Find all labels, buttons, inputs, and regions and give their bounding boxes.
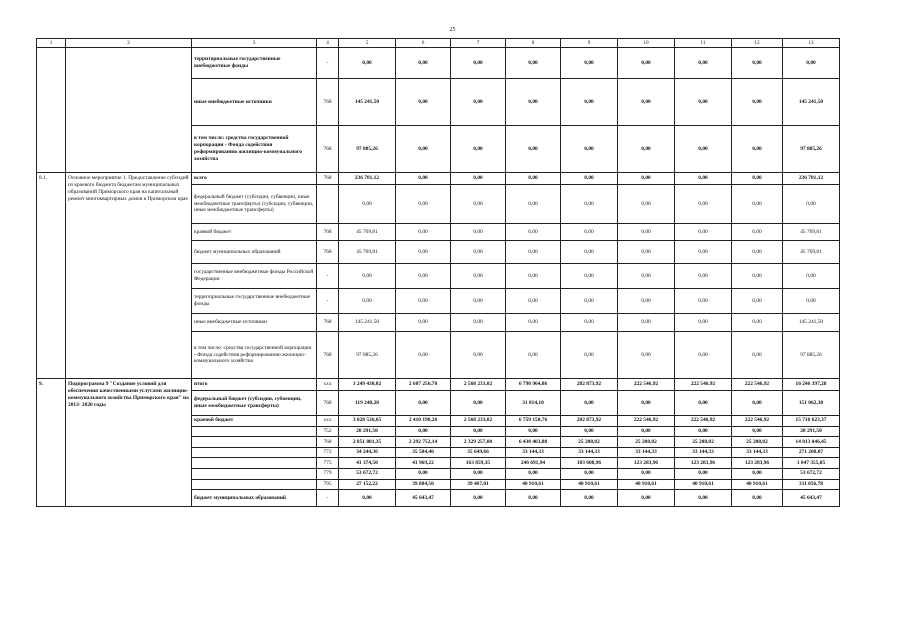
row-label	[192, 468, 317, 479]
value-cell: 97 885,26	[339, 332, 396, 379]
value-cell: 2 851 801,35	[339, 437, 396, 448]
value-cell: 97 885,26	[783, 332, 840, 379]
row-code: 795	[317, 479, 339, 490]
value-cell: 40 910,61	[618, 479, 675, 490]
value-cell: 45 769,81	[339, 241, 396, 264]
value-cell: 2 568 233,02	[451, 416, 506, 427]
value-cell: 0,00	[451, 289, 506, 314]
row-code: 768	[317, 241, 339, 264]
value-cell: 0,00	[675, 79, 732, 126]
value-cell: 0,00	[675, 185, 732, 224]
value-cell: 0,00	[506, 468, 561, 479]
value-cell: 0,00	[618, 48, 675, 79]
value-cell: 0,00	[732, 490, 783, 507]
value-cell: 0,00	[732, 173, 783, 185]
value-cell: 2 687 256,70	[396, 379, 451, 391]
row-label: территориальные государственные внебюджетные фонды	[192, 48, 317, 79]
value-cell: 0,00	[396, 224, 451, 241]
value-cell: 41 374,50	[339, 458, 396, 469]
row-code: 772	[317, 447, 339, 458]
value-cell: 33 144,33	[618, 447, 675, 458]
row-code: 768	[317, 332, 339, 379]
column-number: 8	[506, 39, 561, 48]
value-cell: 0,00	[451, 332, 506, 379]
value-cell: 25 208,02	[675, 437, 732, 448]
row-code: -	[317, 490, 339, 507]
value-cell: 97 885,26	[783, 126, 840, 173]
value-cell: 0,00	[675, 468, 732, 479]
value-cell: 0,00	[618, 224, 675, 241]
row-label	[192, 447, 317, 458]
value-cell: 0,00	[675, 426, 732, 437]
row-label: всего	[192, 173, 317, 185]
value-cell: 0,00	[396, 289, 451, 314]
column-number: 3	[192, 39, 317, 48]
row-label	[192, 479, 317, 490]
value-cell: 0,00	[783, 289, 840, 314]
value-cell: 123 283,96	[732, 458, 783, 469]
value-cell: 0,00	[451, 241, 506, 264]
value-cell: 222 546,92	[732, 379, 783, 391]
value-cell: 183 608,96	[561, 458, 618, 469]
table-row	[37, 48, 840, 79]
value-cell: 119 248,28	[339, 391, 396, 416]
value-cell: 0,00	[561, 332, 618, 379]
value-cell: 53 672,72	[339, 468, 396, 479]
value-cell: 123 283,96	[618, 458, 675, 469]
value-cell: 0,00	[675, 391, 732, 416]
value-cell: 45 769,81	[783, 224, 840, 241]
value-cell: 97 885,26	[339, 126, 396, 173]
value-cell: 0,00	[451, 264, 506, 289]
value-cell: 39 884,50	[396, 479, 451, 490]
value-cell: 33 144,33	[561, 447, 618, 458]
value-cell: 0,00	[732, 48, 783, 79]
value-cell: 35 584,40	[396, 447, 451, 458]
row-label: краевой бюджет	[192, 416, 317, 427]
column-number-row	[37, 39, 840, 48]
value-cell: 0,00	[732, 126, 783, 173]
row-code: 775	[317, 458, 339, 469]
value-cell: 0,00	[561, 289, 618, 314]
measure-number: 8.1.	[37, 173, 66, 379]
value-cell: 0,00	[451, 173, 506, 185]
value-cell: 236 781,12	[783, 173, 840, 185]
row-code: -	[317, 289, 339, 314]
value-cell: 0,00	[618, 264, 675, 289]
column-number: 1	[37, 39, 66, 48]
value-cell: 0,00	[561, 490, 618, 507]
column-number: 11	[675, 39, 732, 48]
value-cell: 0,00	[506, 314, 561, 332]
column-number: 7	[451, 39, 506, 48]
row-code: 768	[317, 173, 339, 185]
value-cell: 0,00	[506, 264, 561, 289]
value-cell: 0,00	[618, 173, 675, 185]
value-cell: 236 781,12	[339, 173, 396, 185]
value-cell: 33 144,33	[506, 447, 561, 458]
value-cell: 0,00	[675, 126, 732, 173]
row-code: xxx	[317, 416, 339, 427]
value-cell: 0,00	[451, 490, 506, 507]
row-label: бюджет муниципальных образований	[192, 241, 317, 264]
value-cell: 123 283,96	[675, 458, 732, 469]
value-cell: 2 568 233,02	[451, 379, 506, 391]
row-label: иные внебюджетные источники	[192, 79, 317, 126]
value-cell: 53 672,72	[783, 468, 840, 479]
value-cell: 0,00	[451, 185, 506, 224]
row-code: 752	[317, 426, 339, 437]
value-cell: 0,00	[451, 48, 506, 79]
row-code: 779	[317, 468, 339, 479]
value-cell: 0,00	[396, 391, 451, 416]
value-cell: 0,00	[618, 79, 675, 126]
value-cell: 2 292 752,14	[396, 437, 451, 448]
table-row	[37, 173, 840, 185]
subprogram-number: 9.	[37, 379, 66, 507]
value-cell: 0,00	[618, 289, 675, 314]
value-cell: 0,00	[732, 185, 783, 224]
value-cell: 0,00	[675, 332, 732, 379]
table-row	[37, 379, 840, 391]
value-cell: 0,00	[618, 332, 675, 379]
value-cell: 0,00	[506, 224, 561, 241]
row-label	[192, 458, 317, 469]
value-cell: 2 329 257,00	[451, 437, 506, 448]
row-label: федеральный бюджет (субсидии, субвенции, иные межбюджетные трансферты)	[192, 391, 317, 416]
column-number: 10	[618, 39, 675, 48]
value-cell: 0,00	[506, 241, 561, 264]
value-cell: 0,00	[451, 126, 506, 173]
value-cell: 0,00	[675, 173, 732, 185]
row-code: 768	[317, 126, 339, 173]
continued-number-cell	[37, 48, 66, 173]
value-cell: 0,00	[618, 490, 675, 507]
value-cell: 0,00	[506, 289, 561, 314]
value-cell: 0,00	[506, 48, 561, 79]
value-cell: 0,00	[618, 241, 675, 264]
value-cell: 0,00	[561, 48, 618, 79]
value-cell: 0,00	[339, 490, 396, 507]
value-cell: 145 241,50	[339, 314, 396, 332]
value-cell: 34 244,36	[339, 447, 396, 458]
value-cell: 222 546,92	[618, 379, 675, 391]
value-cell: 0,00	[396, 48, 451, 79]
value-cell: 0,00	[339, 185, 396, 224]
value-cell: 0,00	[618, 391, 675, 416]
value-cell: 0,00	[783, 48, 840, 79]
row-label: федеральный бюджет (субсидии, субвенции, иные межбюджетные трансферты) (субсидии, субвенции, иные межбюджетные трансферты)	[192, 185, 317, 224]
value-cell: 0,00	[506, 185, 561, 224]
value-cell: 0,00	[561, 79, 618, 126]
value-cell: 0,00	[561, 126, 618, 173]
value-cell: 35 649,66	[451, 447, 506, 458]
budget-table	[36, 38, 840, 507]
value-cell: 0,00	[506, 490, 561, 507]
value-cell: 0,00	[396, 264, 451, 289]
value-cell: 40 910,61	[675, 479, 732, 490]
value-cell: 145 241,50	[783, 79, 840, 126]
value-cell: 0,00	[451, 224, 506, 241]
value-cell: 0,00	[675, 264, 732, 289]
value-cell: 282 873,92	[561, 416, 618, 427]
row-code: 768	[317, 437, 339, 448]
row-code: -	[317, 48, 339, 79]
value-cell: 33 144,33	[675, 447, 732, 458]
value-cell: 0,00	[561, 224, 618, 241]
value-cell: 0,00	[396, 79, 451, 126]
value-cell: 0,00	[396, 173, 451, 185]
value-cell: 0,00	[618, 468, 675, 479]
value-cell: 0,00	[396, 426, 451, 437]
row-label	[192, 426, 317, 437]
value-cell: 45 769,81	[339, 224, 396, 241]
value-cell: 0,00	[339, 48, 396, 79]
value-cell: 25 208,02	[732, 437, 783, 448]
value-cell: 222 546,92	[618, 416, 675, 427]
row-code	[317, 185, 339, 224]
value-cell: 0,00	[506, 426, 561, 437]
value-cell: 0,00	[561, 314, 618, 332]
value-cell: 246 691,94	[506, 458, 561, 469]
row-code: 768	[317, 314, 339, 332]
value-cell: 45 769,81	[783, 241, 840, 264]
row-code: xxx	[317, 379, 339, 391]
value-cell: 0,00	[732, 468, 783, 479]
row-label: итого	[192, 379, 317, 391]
row-code: -	[317, 264, 339, 289]
value-cell: 15 716 623,37	[783, 416, 840, 427]
value-cell: 40 910,61	[732, 479, 783, 490]
row-label: в том числе: средства государственной корпорации - Фонда содействия реформированию жилищно-коммунального хозяйства	[192, 332, 317, 379]
value-cell: 0,00	[506, 126, 561, 173]
value-cell: 6 438 403,88	[506, 437, 561, 448]
value-cell: 0,00	[618, 426, 675, 437]
value-cell: 0,00	[396, 126, 451, 173]
value-cell: 0,00	[396, 314, 451, 332]
value-cell: 163 859,35	[451, 458, 506, 469]
value-cell: 0,00	[339, 289, 396, 314]
value-cell: 0,00	[506, 173, 561, 185]
value-cell: 25 208,02	[561, 437, 618, 448]
value-cell: 0,00	[732, 264, 783, 289]
value-cell: 0,00	[506, 79, 561, 126]
value-cell: 0,00	[732, 289, 783, 314]
value-cell: 222 546,92	[675, 416, 732, 427]
measure-name: Основное мероприятие 1. Предоставление субсидий из краевого бюджета бюджетам муниципальных образований Приморского края на капитальный ремонт многоквартирных домов в Приморском крае	[66, 173, 192, 379]
value-cell: 0,00	[618, 185, 675, 224]
value-cell: 0,00	[675, 314, 732, 332]
row-code: 768	[317, 391, 339, 416]
value-cell: 33 144,33	[732, 447, 783, 458]
row-label	[192, 437, 317, 448]
value-cell: 14 013 046,45	[783, 437, 840, 448]
value-cell: 0,00	[561, 185, 618, 224]
value-cell: 0,00	[451, 426, 506, 437]
value-cell: 0,00	[561, 468, 618, 479]
value-cell: 39 467,01	[451, 479, 506, 490]
row-label: краевой бюджет	[192, 224, 317, 241]
row-code: 768	[317, 79, 339, 126]
value-cell: 45 643,47	[783, 490, 840, 507]
value-cell: 282 873,92	[561, 379, 618, 391]
value-cell: 0,00	[732, 224, 783, 241]
value-cell: 0,00	[396, 185, 451, 224]
value-cell: 41 969,22	[396, 458, 451, 469]
value-cell: 0,00	[732, 241, 783, 264]
value-cell: 0,00	[783, 185, 840, 224]
column-number: 13	[783, 39, 840, 48]
value-cell: 0,00	[396, 468, 451, 479]
value-cell: 0,00	[675, 224, 732, 241]
column-number: 6	[396, 39, 451, 48]
value-cell: 3 028 536,65	[339, 416, 396, 427]
value-cell: 2 410 190,26	[396, 416, 451, 427]
row-label: государственные внебюджетные фонды Российской Федерации	[192, 264, 317, 289]
value-cell: 0,00	[618, 126, 675, 173]
value-cell: 145 241,50	[339, 79, 396, 126]
column-number: 5	[339, 39, 396, 48]
column-number: 4	[317, 39, 339, 48]
value-cell: 0,00	[675, 241, 732, 264]
value-cell: 0,00	[732, 391, 783, 416]
value-cell: 6 790 964,86	[506, 379, 561, 391]
value-cell: 0,00	[506, 332, 561, 379]
value-cell: 20 291,50	[339, 426, 396, 437]
value-cell: 145 241,50	[783, 314, 840, 332]
column-number: 2	[66, 39, 192, 48]
value-cell: 0,00	[732, 332, 783, 379]
value-cell: 40 910,61	[561, 479, 618, 490]
value-cell: 0,00	[732, 79, 783, 126]
row-label: территориальные государственные внебюджетные фонды	[192, 289, 317, 314]
value-cell: 25 208,02	[618, 437, 675, 448]
column-number: 9	[561, 39, 618, 48]
value-cell: 222 546,92	[732, 416, 783, 427]
value-cell: 0,00	[451, 79, 506, 126]
value-cell: 45 643,47	[396, 490, 451, 507]
value-cell: 0,00	[732, 314, 783, 332]
row-label: в том числе: средства государственной корпорации - Фонда содействия реформированию жилищно-коммунального хозяйства	[192, 126, 317, 173]
value-cell: 3 249 430,02	[339, 379, 396, 391]
value-cell: 0,00	[451, 314, 506, 332]
column-number: 12	[732, 39, 783, 48]
value-cell: 6 759 150,76	[506, 416, 561, 427]
table-body	[37, 39, 840, 507]
value-cell: 222 546,92	[675, 379, 732, 391]
page-number: 25	[449, 27, 456, 33]
value-cell: 40 910,61	[506, 479, 561, 490]
value-cell: 151 062,38	[783, 391, 840, 416]
value-cell: 311 056,78	[783, 479, 840, 490]
value-cell: 27 152,22	[339, 479, 396, 490]
value-cell: 0,00	[732, 426, 783, 437]
value-cell: 0,00	[675, 48, 732, 79]
value-cell: 0,00	[396, 332, 451, 379]
value-cell: 0,00	[561, 391, 618, 416]
value-cell: 0,00	[783, 264, 840, 289]
value-cell: 0,00	[339, 264, 396, 289]
continued-name-cell	[66, 48, 192, 173]
value-cell: 1 047 355,85	[783, 458, 840, 469]
value-cell: 0,00	[396, 241, 451, 264]
value-cell: 0,00	[451, 468, 506, 479]
value-cell: 16 246 397,28	[783, 379, 840, 391]
row-code: 768	[317, 224, 339, 241]
value-cell: 0,00	[451, 391, 506, 416]
value-cell: 0,00	[561, 426, 618, 437]
row-label: иные внебюджетные источники	[192, 314, 317, 332]
value-cell: 0,00	[561, 264, 618, 289]
value-cell: 0,00	[561, 241, 618, 264]
row-label: бюджет муниципальных образований	[192, 490, 317, 507]
value-cell: 0,00	[675, 490, 732, 507]
subprogram-name: Подпрограмма 9 "Создание условий для обеспечения качественными услугами жилищно-коммунального хозяйства Приморского края" на 2013- 2020 годы	[66, 379, 192, 507]
value-cell: 20 291,50	[783, 426, 840, 437]
value-cell: 271 200,07	[783, 447, 840, 458]
value-cell: 0,00	[618, 314, 675, 332]
value-cell: 0,00	[561, 173, 618, 185]
value-cell: 0,00	[675, 289, 732, 314]
value-cell: 31 814,10	[506, 391, 561, 416]
